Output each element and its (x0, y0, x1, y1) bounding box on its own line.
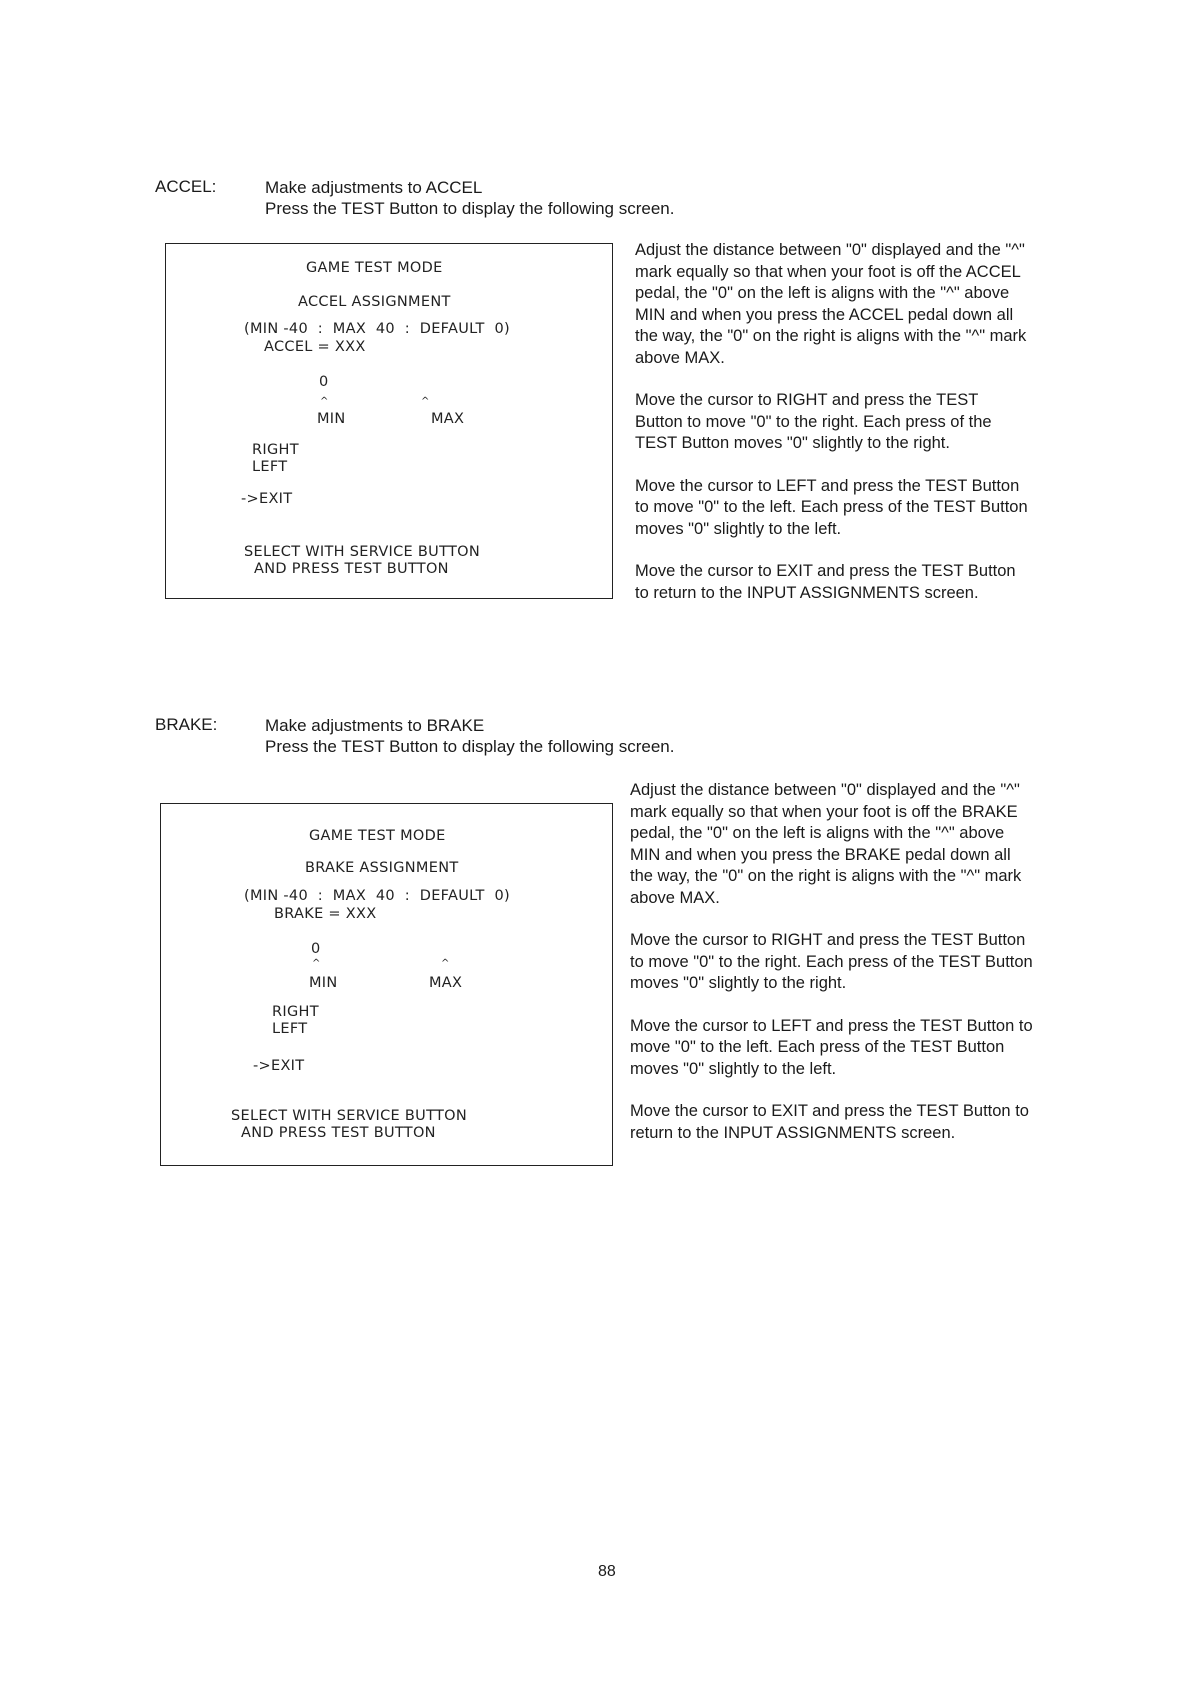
brake-screen-value: BRAKE = XXX (274, 906, 377, 922)
brake-screen-exit: ->EXIT (253, 1058, 305, 1074)
brake-desc-exit: Move the cursor to EXIT and press the TEST Button to return to the INPUT ASSIGNMENTS screen. (630, 1102, 1029, 1142)
accel-intro-line1: Make adjustments to ACCEL (265, 178, 483, 197)
accel-screen-subtitle: ACCEL ASSIGNMENT (298, 294, 451, 310)
accel-desc-exit: Move the cursor to EXIT and press the TEST Button to return to the INPUT ASSIGNMENTS screen. (635, 562, 1016, 602)
brake-desc-adjust: Adjust the distance between "0" displayed and the "^" mark equally so that when your foot is off the BRAKE pedal, the "0" on the left is aligns with the "^" above MIN and when you press the BRAKE pedal down all the way, the "0" on the right is aligns with the "^" mark above MAX. (630, 781, 1022, 907)
accel-test-screen (165, 243, 613, 599)
brake-screen-select2: AND PRESS TEST BUTTON (241, 1125, 436, 1141)
brake-screen-title: GAME TEST MODE (309, 828, 446, 844)
brake-screen-left: LEFT (272, 1021, 308, 1037)
accel-screen-left: LEFT (252, 459, 288, 475)
brake-intro-line2: Press the TEST Button to display the following screen. (265, 737, 675, 756)
accel-caret-max: ^ (421, 396, 430, 407)
accel-description (635, 240, 1030, 625)
accel-screen-title: GAME TEST MODE (306, 260, 443, 276)
brake-desc-right: Move the cursor to RIGHT and press the TEST Button to move "0" to the right. Each press of the TEST Button moves "0" slightly to the right. (630, 931, 1033, 992)
accel-intro-line2: Press the TEST Button to display the following screen. (265, 199, 675, 218)
page-number: 88 (598, 1563, 616, 1580)
brake-description (630, 780, 1035, 1165)
accel-desc-left: Move the cursor to LEFT and press the TEST Button to move "0" to the left. Each press of the TEST Button moves "0" slightly to the left. (635, 476, 1028, 538)
brake-intro-line1: Make adjustments to BRAKE (265, 716, 485, 735)
accel-screen-select1: SELECT WITH SERVICE BUTTON (244, 544, 480, 560)
accel-section-label: ACCEL: (155, 177, 217, 196)
brake-screen-range: (MIN -40 : MAX 40 : DEFAULT 0) (244, 888, 510, 904)
accel-screen-min: MIN (317, 411, 346, 427)
accel-desc-right: Move the cursor to RIGHT and press the TEST Button to move "0" to the right. Each press of the TEST Button moves "0" slightly to the right. (635, 391, 992, 452)
accel-caret-min: ^ (320, 396, 329, 407)
accel-screen-select2: AND PRESS TEST BUTTON (254, 561, 449, 577)
brake-screen-right: RIGHT (272, 1004, 319, 1020)
accel-screen-exit: ->EXIT (241, 491, 293, 507)
accel-screen-right: RIGHT (252, 442, 299, 458)
brake-caret-max: ^ (441, 958, 450, 969)
brake-section-label: BRAKE: (155, 715, 218, 734)
brake-screen-zero: 0 (311, 941, 321, 957)
accel-screen-zero: 0 (319, 374, 329, 390)
brake-screen-min: MIN (309, 975, 338, 991)
brake-screen-max: MAX (429, 975, 463, 991)
accel-screen-max: MAX (431, 411, 465, 427)
accel-screen-value: ACCEL = XXX (264, 339, 366, 355)
brake-screen-subtitle: BRAKE ASSIGNMENT (305, 860, 459, 876)
brake-caret-min: ^ (312, 958, 321, 969)
brake-desc-left: Move the cursor to LEFT and press the TEST Button to move "0" to the left. Each press of the TEST Button moves "0" slightly to the left. (630, 1016, 1033, 1078)
accel-screen-range: (MIN -40 : MAX 40 : DEFAULT 0) (244, 321, 510, 337)
brake-test-screen (160, 803, 613, 1166)
brake-screen-select1: SELECT WITH SERVICE BUTTON (231, 1108, 467, 1124)
accel-desc-adjust: Adjust the distance between "0" displayed and the "^" mark equally so that when your foot is off the ACCEL pedal, the "0" on the left is aligns with the "^" above MIN and when you press the ACCEL pedal down all the way, the "0" on the right is aligns with the "^" mark above MAX. (635, 241, 1027, 367)
